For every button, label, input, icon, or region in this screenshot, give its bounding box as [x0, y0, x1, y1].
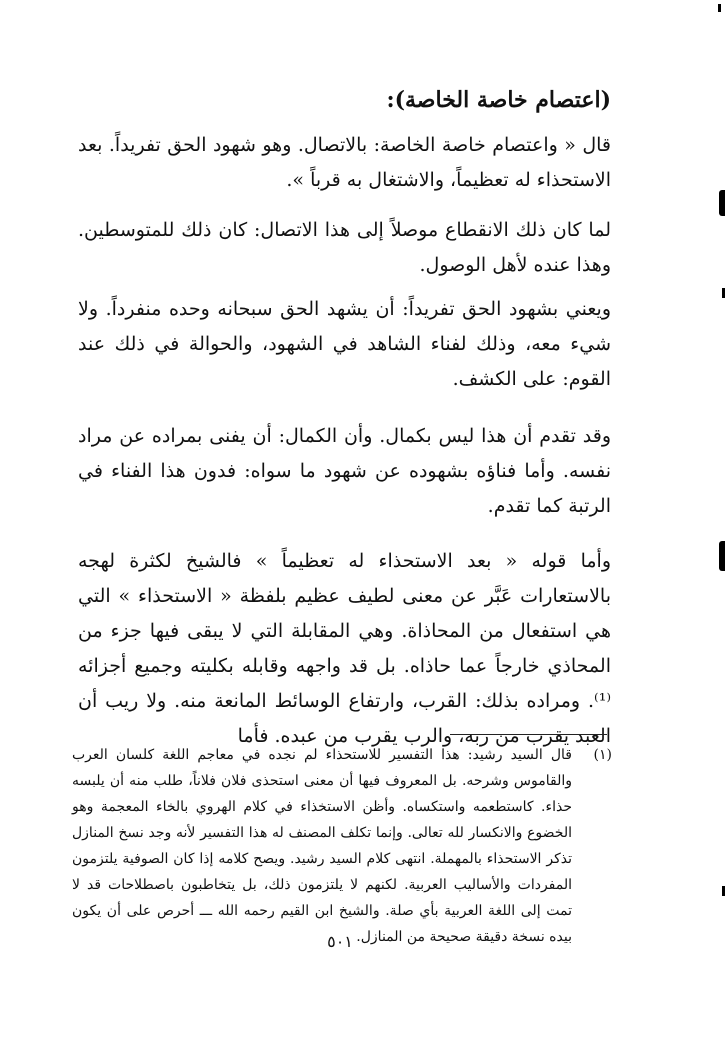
paragraph-4: وقد تقدم أن هذا ليس بكمال. وأن الكمال: أن يفنى بمراده عن مراد نفسه. وأما فناؤه بشهوده عن شهود ما سواه: فدون هذا الفناء في الرتبة كما تقدم.	[78, 425, 611, 517]
paragraph-3: ويعني بشهود الحق تفريداً: أن يشهد الحق سبحانه وحده منفرداً. ولا شيء معه، وذلك لفناء الشاهد في الشهود، والحوالة في ذلك عند القوم: على الكشف.	[78, 298, 611, 390]
footnote-text: قال السيد رشيد: هذا التفسير للاستحذاء لم نجده في معاجم اللغة كلسان العرب والقاموس وشرحه. بل المعروف فيها أن معنى استحذى فلان فلاناً، طلب منه أن يلبسه حذاء. كاستطعمه واستكساه. وأظن الاستخذاء في كلام الهروي بالخاء المعجمة وهو الخضوع والانكسار لله تعالى. وإنما تكلف المصنف له هذا التفسير لأنه وجد نسخ المنازل تذكر الاستحذاء بالمهملة. انتهى كلام السيد رشيد. ويصح كلامه إذا كان الصوفية يلتزمون المفردات والأساليب العربية. لكنهم لا يلتزمون ذلك، بل يتخاطبون باصطلاحات قد لا تمت إلى اللغة العربية بأي صلة. والشيخ ابن القيم رحمه الله ـــ أحرص على أن يكون بيده نسخة دقيقة صحيحة من المنازل.	[72, 747, 572, 945]
scan-edge-mark	[719, 190, 725, 216]
footnote	[72, 742, 612, 950]
footnote-number: (١)	[593, 747, 612, 763]
page-number: ٥٠١	[327, 932, 353, 951]
paragraph-5: وأما قوله « بعد الاستحذاء له تعظيماً » فالشيخ لكثرة لهجه بالاستعارات عَبَّر عن معنى لطيف عظيم بلفظة « الاستحذاء » التي هي استفعال من المحاذاة. وهي المقابلة التي لا يبقى فيها جزء من المحاذي خارجاً عما حاذاه. بل قد واجهه وقابله بكليته وجميع أجزائه ⁽¹⁾. ومراده بذلك: القرب، وارتفاع الوسائط المانعة منه. ولا ريب أن العبد يقرب من ربه، والرب يقرب من عبده. فأما	[78, 550, 611, 747]
paragraph-2: لما كان ذلك الانقطاع موصلاً إلى هذا الاتصال: كان ذلك للمتوسطين. وهذا عنده لأهل الوصول.	[78, 219, 611, 276]
footnote-separator	[450, 734, 607, 735]
scan-edge-mark	[718, 4, 721, 12]
scan-edge-mark	[719, 541, 725, 571]
paragraph-1: قال « واعتصام خاصة الخاصة: بالاتصال. وهو شهود الحق تفريداً. بعد الاستحذاء له تعظيماً، والاشتغال به قرباً ».	[78, 134, 611, 191]
section-heading: (اعتصام خاصة الخاصة):	[386, 87, 611, 113]
